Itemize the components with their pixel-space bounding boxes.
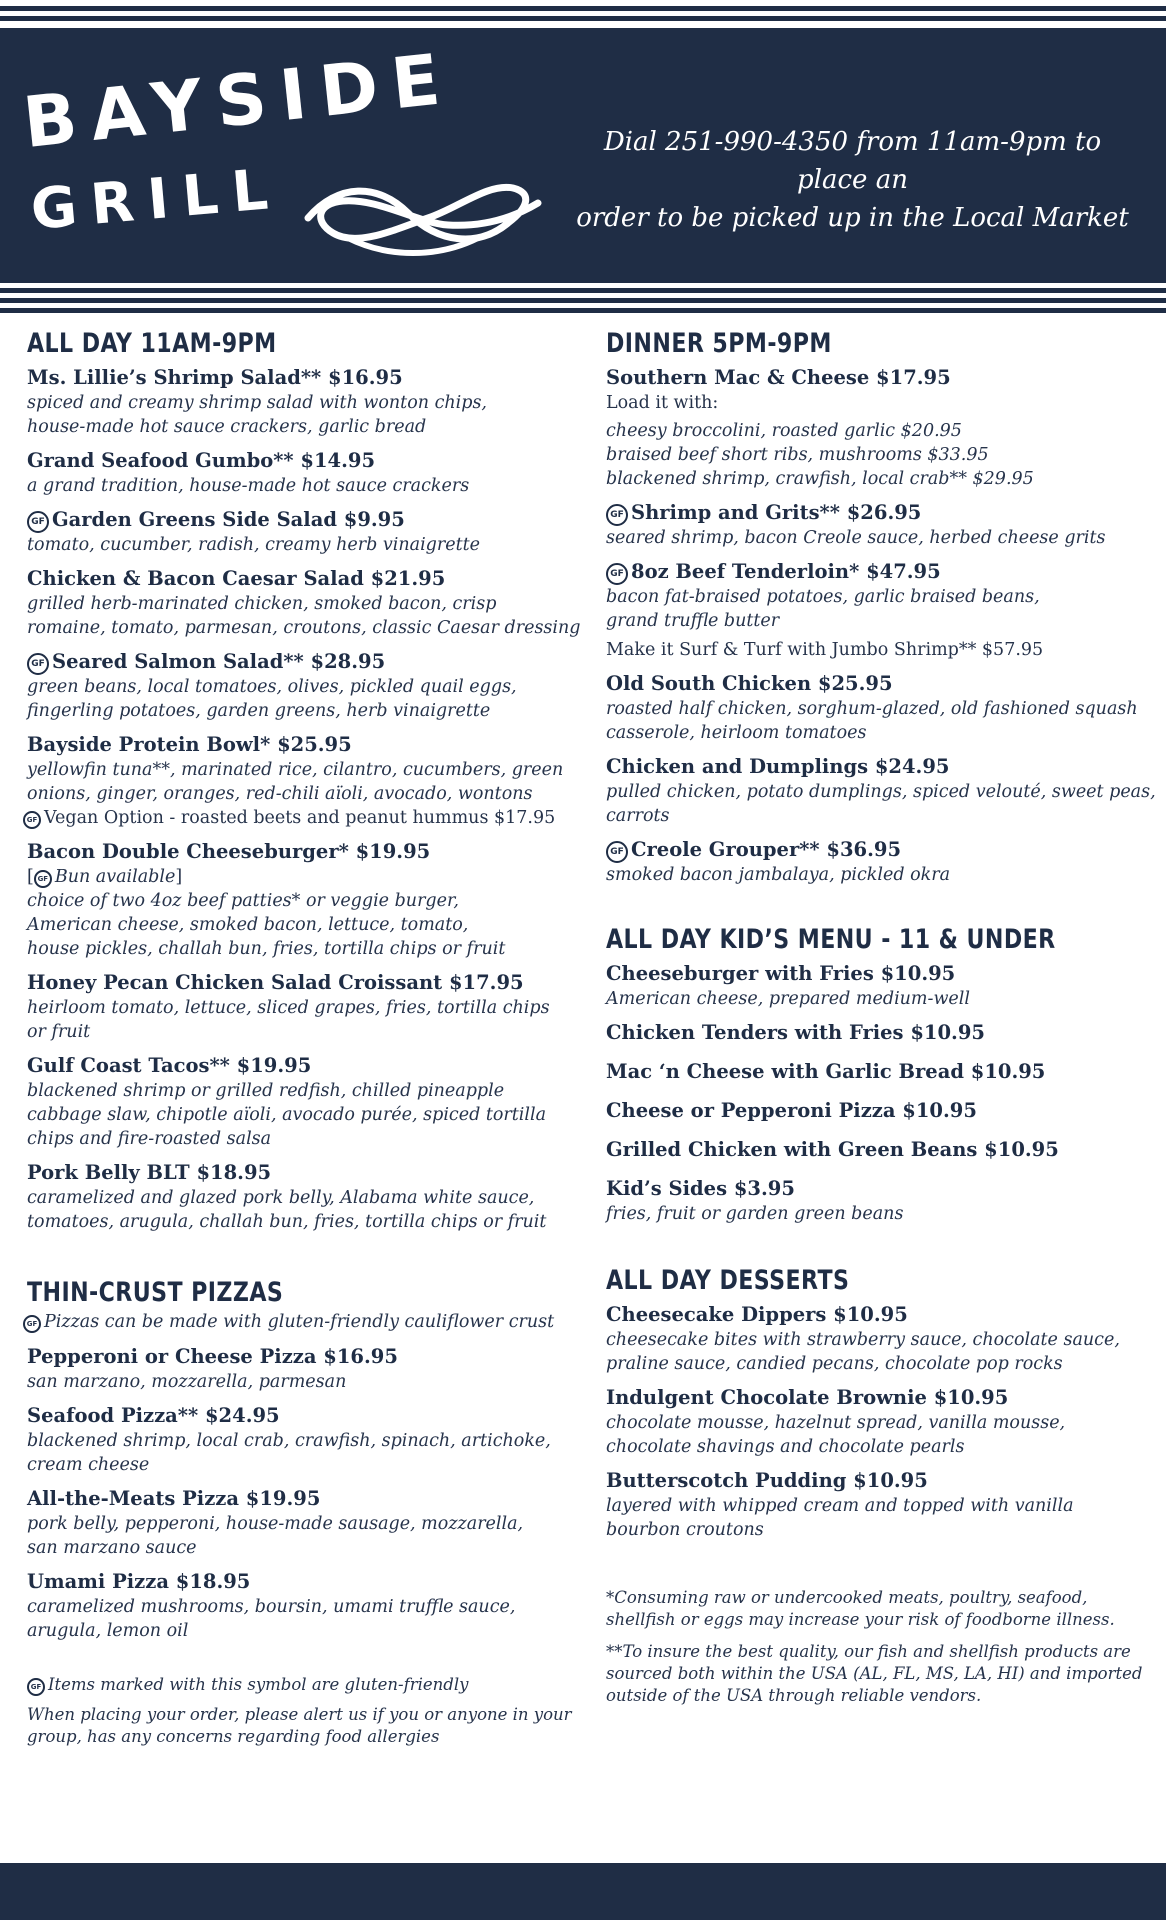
menu-item xyxy=(27,507,582,557)
item-name: Indulgent Chocolate Brownie $10.95 xyxy=(606,1386,1009,1409)
item-description: san marzano sauce xyxy=(27,1538,197,1558)
item-name: Bayside Protein Bowl* $25.95 xyxy=(27,733,352,756)
bun-available-note xyxy=(27,865,582,889)
item-name: Garden Greens Side Salad $9.95 xyxy=(52,508,405,531)
item-description: cheesecake bites with strawberry sauce, chocolate sauce, xyxy=(606,1330,1120,1350)
item-name: Gulf Coast Tacos** $19.95 xyxy=(27,1054,312,1077)
item-name: Seared Salmon Salad** $28.95 xyxy=(52,650,386,673)
item-description: layered with whipped cream and topped with vanilla xyxy=(606,1496,1074,1516)
pizza-crust-note: Pizzas can be made with gluten-friendly cauliflower crust xyxy=(44,1312,555,1332)
section-spacer xyxy=(606,896,1151,924)
footnote-line: shellfish or eggs may increase your risk of foodborne illness. xyxy=(606,1610,1115,1629)
header-stripe-1 xyxy=(0,288,1166,293)
item-name: Ms. Lillie’s Shrimp Salad** $16.95 xyxy=(27,366,403,389)
item-name: Pork Belly BLT $18.95 xyxy=(27,1161,272,1184)
gluten-free-icon: GF xyxy=(606,504,628,526)
item-description: praline sauce, candied pecans, chocolate pop rocks xyxy=(606,1354,1063,1374)
rope-knot-icon xyxy=(298,163,548,263)
bracket-close: ] xyxy=(175,867,183,887)
menu-item xyxy=(606,1020,1151,1046)
menu-item xyxy=(606,1468,1151,1542)
item-description: cabbage slaw, chipotle aïoli, avocado purée, spiced tortilla xyxy=(27,1105,547,1125)
gluten-free-icon: GF xyxy=(34,870,52,888)
right-column xyxy=(606,328,1156,1707)
item-description: carrots xyxy=(606,806,670,826)
order-line-1: Dial 251-990-4350 from 11am-9pm to place an xyxy=(603,127,1102,195)
item-description: onions, ginger, oranges, red-chili aïoli, avocado, wontons xyxy=(27,784,533,804)
footnote-line: *Consuming raw or undercooked meats, poultry, seafood, xyxy=(606,1588,1088,1607)
item-name: Honey Pecan Chicken Salad Croissant $17.95 xyxy=(27,971,524,994)
item-name: Butterscotch Pudding $10.95 xyxy=(606,1469,928,1492)
menu-item xyxy=(606,837,1151,887)
pizzas-section-title: THIN-CRUST PIZZAS xyxy=(27,1277,284,1308)
item-name: Grilled Chicken with Green Beans $10.95 xyxy=(606,1138,1059,1161)
item-name-row xyxy=(27,507,582,533)
section-spacer xyxy=(27,1243,582,1277)
footnote-line: outside of the USA through reliable vendors. xyxy=(606,1686,982,1705)
item-name: Southern Mac & Cheese $17.95 xyxy=(606,366,951,389)
item-description: cream cheese xyxy=(27,1455,150,1475)
item-description: American cheese, smoked bacon, lettuce, tomato, xyxy=(27,915,469,935)
section-spacer xyxy=(606,1235,1151,1265)
menu-item xyxy=(27,1569,582,1643)
load-it-label: Load it with: xyxy=(606,393,719,413)
item-description: choice of two 4oz beef patties* or veggie burger, xyxy=(27,891,459,911)
menu-item xyxy=(606,754,1156,828)
item-description: romaine, tomato, parmesan, croutons, classic Caesar dressing xyxy=(27,618,581,638)
menu-item xyxy=(606,500,1151,550)
item-name: Mac ‘n Cheese with Garlic Bread $10.95 xyxy=(606,1060,1046,1083)
top-stripe-1 xyxy=(0,6,1166,11)
vegan-option-row xyxy=(23,806,582,830)
item-description: pork belly, pepperoni, house-made sausage, mozzarella, xyxy=(27,1514,524,1534)
order-phone-info xyxy=(570,123,1135,237)
dinner-section-title: DINNER 5PM-9PM xyxy=(606,328,832,359)
item-description: pulled chicken, potato dumplings, spiced velouté, sweet peas, xyxy=(606,782,1156,802)
gf-legend: Items marked with this symbol are gluten-friendly xyxy=(48,1675,469,1694)
item-description: green beans, local tomatoes, olives, pickled quail eggs, xyxy=(27,677,517,697)
menu-item xyxy=(606,559,1151,662)
menu-item xyxy=(606,1059,1151,1085)
item-description: a grand tradition, house-made hot sauce crackers xyxy=(27,476,470,496)
item-description: blackened shrimp or grilled redfish, chilled pineapple xyxy=(27,1081,505,1101)
section-spacer xyxy=(606,1551,1151,1587)
menu-item xyxy=(27,1053,582,1151)
item-name: All-the-Meats Pizza $19.95 xyxy=(27,1487,321,1510)
item-description: casserole, heirloom tomatoes xyxy=(606,723,867,743)
item-description: house pickles, challah bun, fries, tortilla chips or fruit xyxy=(27,939,506,959)
item-description: house-made hot sauce crackers, garlic bread xyxy=(27,417,427,437)
item-name: Cheese or Pepperoni Pizza $10.95 xyxy=(606,1099,977,1122)
item-description: grilled herb-marinated chicken, smoked bacon, crisp xyxy=(27,594,497,614)
consumer-advisory xyxy=(606,1587,1151,1631)
sourcing-note xyxy=(606,1641,1151,1707)
allergy-note: When placing your order, please alert us if you or anyone in your xyxy=(27,1705,572,1724)
gluten-free-icon: GF xyxy=(606,563,628,585)
item-description: fingerling potatoes, garden greens, herb vinaigrette xyxy=(27,701,491,721)
item-description: blackened shrimp, local crab, crawfish, spinach, artichoke, xyxy=(27,1431,551,1451)
allergy-note: group, has any concerns regarding food allergies xyxy=(27,1727,440,1746)
gluten-free-icon: GF xyxy=(27,511,49,533)
pizza-crust-note-row xyxy=(23,1310,582,1334)
menu-item xyxy=(606,1385,1151,1459)
logo-line-1: BAYSIDE xyxy=(19,37,458,165)
all-day-section-title: ALL DAY 11AM-9PM xyxy=(27,328,277,359)
item-name: Pepperoni or Cheese Pizza $16.95 xyxy=(27,1345,398,1368)
menu-item xyxy=(606,671,1151,745)
item-description: arugula, lemon oil xyxy=(27,1621,189,1641)
header-stripe-3 xyxy=(0,308,1166,313)
item-description: chips and fire-roasted salsa xyxy=(27,1129,272,1149)
item-description: chocolate shavings and chocolate pearls xyxy=(606,1437,965,1457)
menu-item xyxy=(27,1403,582,1477)
item-description: American cheese, prepared medium-well xyxy=(606,989,970,1009)
menu-item xyxy=(27,970,582,1044)
gf-legend-row xyxy=(27,1674,582,1696)
item-name: Seafood Pizza** $24.95 xyxy=(27,1404,280,1427)
item-description: chocolate mousse, hazelnut spread, vanilla mousse, xyxy=(606,1413,1066,1433)
item-name: Old South Chicken $25.95 xyxy=(606,672,893,695)
mac-option: blackened shrimp, crawfish, local crab** $29.95 xyxy=(606,469,1034,489)
footnote-line: sourced both within the USA (AL, FL, MS, LA, HI) and imported xyxy=(606,1664,1143,1683)
menu-item xyxy=(27,1344,582,1394)
mac-option: cheesy broccolini, roasted garlic $20.95 xyxy=(606,421,962,441)
menu-item xyxy=(27,566,582,640)
menu-item xyxy=(606,1098,1151,1124)
menu-item xyxy=(27,649,582,723)
menu-item xyxy=(27,839,582,961)
order-line-2: order to be picked up in the Local Market xyxy=(576,203,1129,233)
menu-item xyxy=(27,365,582,439)
item-description: heirloom tomato, lettuce, sliced grapes, fries, tortilla chips xyxy=(27,998,550,1018)
item-description: spiced and creamy shrimp salad with wonton chips, xyxy=(27,393,487,413)
mac-option: braised beef short ribs, mushrooms $33.95 xyxy=(606,445,989,465)
item-description: caramelized mushrooms, boursin, umami truffle sauce, xyxy=(27,1597,516,1617)
menu-item xyxy=(27,1486,582,1560)
item-description: tomatoes, arugula, challah bun, fries, tortilla chips or fruit xyxy=(27,1212,547,1232)
item-description: smoked bacon jambalaya, pickled okra xyxy=(606,865,951,885)
menu-item xyxy=(606,1137,1151,1163)
menu-item xyxy=(606,1302,1151,1376)
menu-item xyxy=(606,1176,1151,1226)
item-description: yellowfin tuna**, marinated rice, cilantro, cucumbers, green xyxy=(27,760,564,780)
item-name-row xyxy=(606,559,1151,585)
item-name-row xyxy=(606,837,1151,863)
item-name: Bacon Double Cheeseburger* $19.95 xyxy=(27,840,431,863)
item-name: Chicken and Dumplings $24.95 xyxy=(606,755,950,778)
item-name: Shrimp and Grits** $26.95 xyxy=(631,501,922,524)
item-description: grand truffle butter xyxy=(606,611,780,631)
kids-section-title: ALL DAY KID’S MENU - 11 & UNDER xyxy=(606,924,1056,955)
bayside-grill-logo xyxy=(19,37,528,268)
footnote-line: **To insure the best quality, our fish and shellfish products are xyxy=(606,1642,1131,1661)
item-name: Cheeseburger with Fries $10.95 xyxy=(606,962,956,985)
item-description: bourbon croutons xyxy=(606,1520,764,1540)
item-name: Cheesecake Dippers $10.95 xyxy=(606,1303,908,1326)
item-name: Chicken Tenders with Fries $10.95 xyxy=(606,1021,985,1044)
item-name: Chicken & Bacon Caesar Salad $21.95 xyxy=(27,567,446,590)
gluten-free-icon: GF xyxy=(23,1315,41,1333)
header-banner xyxy=(0,28,1166,283)
menu-item xyxy=(606,365,1151,491)
top-stripe-2 xyxy=(0,16,1166,21)
footer-bar xyxy=(0,1863,1166,1920)
gluten-free-icon: GF xyxy=(23,811,41,829)
gluten-free-icon: GF xyxy=(27,1678,45,1696)
item-description: fries, fruit or garden green beans xyxy=(606,1204,904,1224)
item-name: 8oz Beef Tenderloin* $47.95 xyxy=(631,560,941,583)
item-name: Kid’s Sides $3.95 xyxy=(606,1177,795,1200)
left-column xyxy=(27,328,582,1748)
menu-item xyxy=(606,961,1151,1011)
item-description: bacon fat-braised potatoes, garlic braised beans, xyxy=(606,587,1040,607)
item-name-row xyxy=(606,500,1151,526)
logo-line-2: GRILL xyxy=(28,156,285,243)
header-stripe-2 xyxy=(0,298,1166,303)
menu-item xyxy=(27,448,582,498)
item-name: Umami Pizza $18.95 xyxy=(27,1570,251,1593)
item-name: Creole Grouper** $36.95 xyxy=(631,838,902,861)
bun-available: Bun available xyxy=(54,867,176,887)
item-description: caramelized and glazed pork belly, Alabama white sauce, xyxy=(27,1188,535,1208)
item-description: san marzano, mozzarella, parmesan xyxy=(27,1372,347,1392)
menu-item xyxy=(27,732,582,830)
section-spacer xyxy=(27,1652,582,1674)
item-description: tomato, cucumber, radish, creamy herb vinaigrette xyxy=(27,535,481,555)
gluten-free-icon: GF xyxy=(606,841,628,863)
item-description: roasted half chicken, sorghum-glazed, old fashioned squash xyxy=(606,699,1138,719)
desserts-section-title: ALL DAY DESSERTS xyxy=(606,1265,850,1296)
item-description: or fruit xyxy=(27,1022,91,1042)
menu-item xyxy=(27,1160,582,1234)
gluten-free-icon: GF xyxy=(27,653,49,675)
vegan-option: Vegan Option - roasted beets and peanut hummus $17.95 xyxy=(44,808,556,828)
bracket-open: [ xyxy=(27,867,34,887)
item-name: Grand Seafood Gumbo** $14.95 xyxy=(27,449,376,472)
item-name-row xyxy=(27,649,582,675)
item-description: seared shrimp, bacon Creole sauce, herbed cheese grits xyxy=(606,528,1106,548)
surf-and-turf-option: Make it Surf & Turf with Jumbo Shrimp** $57.95 xyxy=(606,640,1044,660)
